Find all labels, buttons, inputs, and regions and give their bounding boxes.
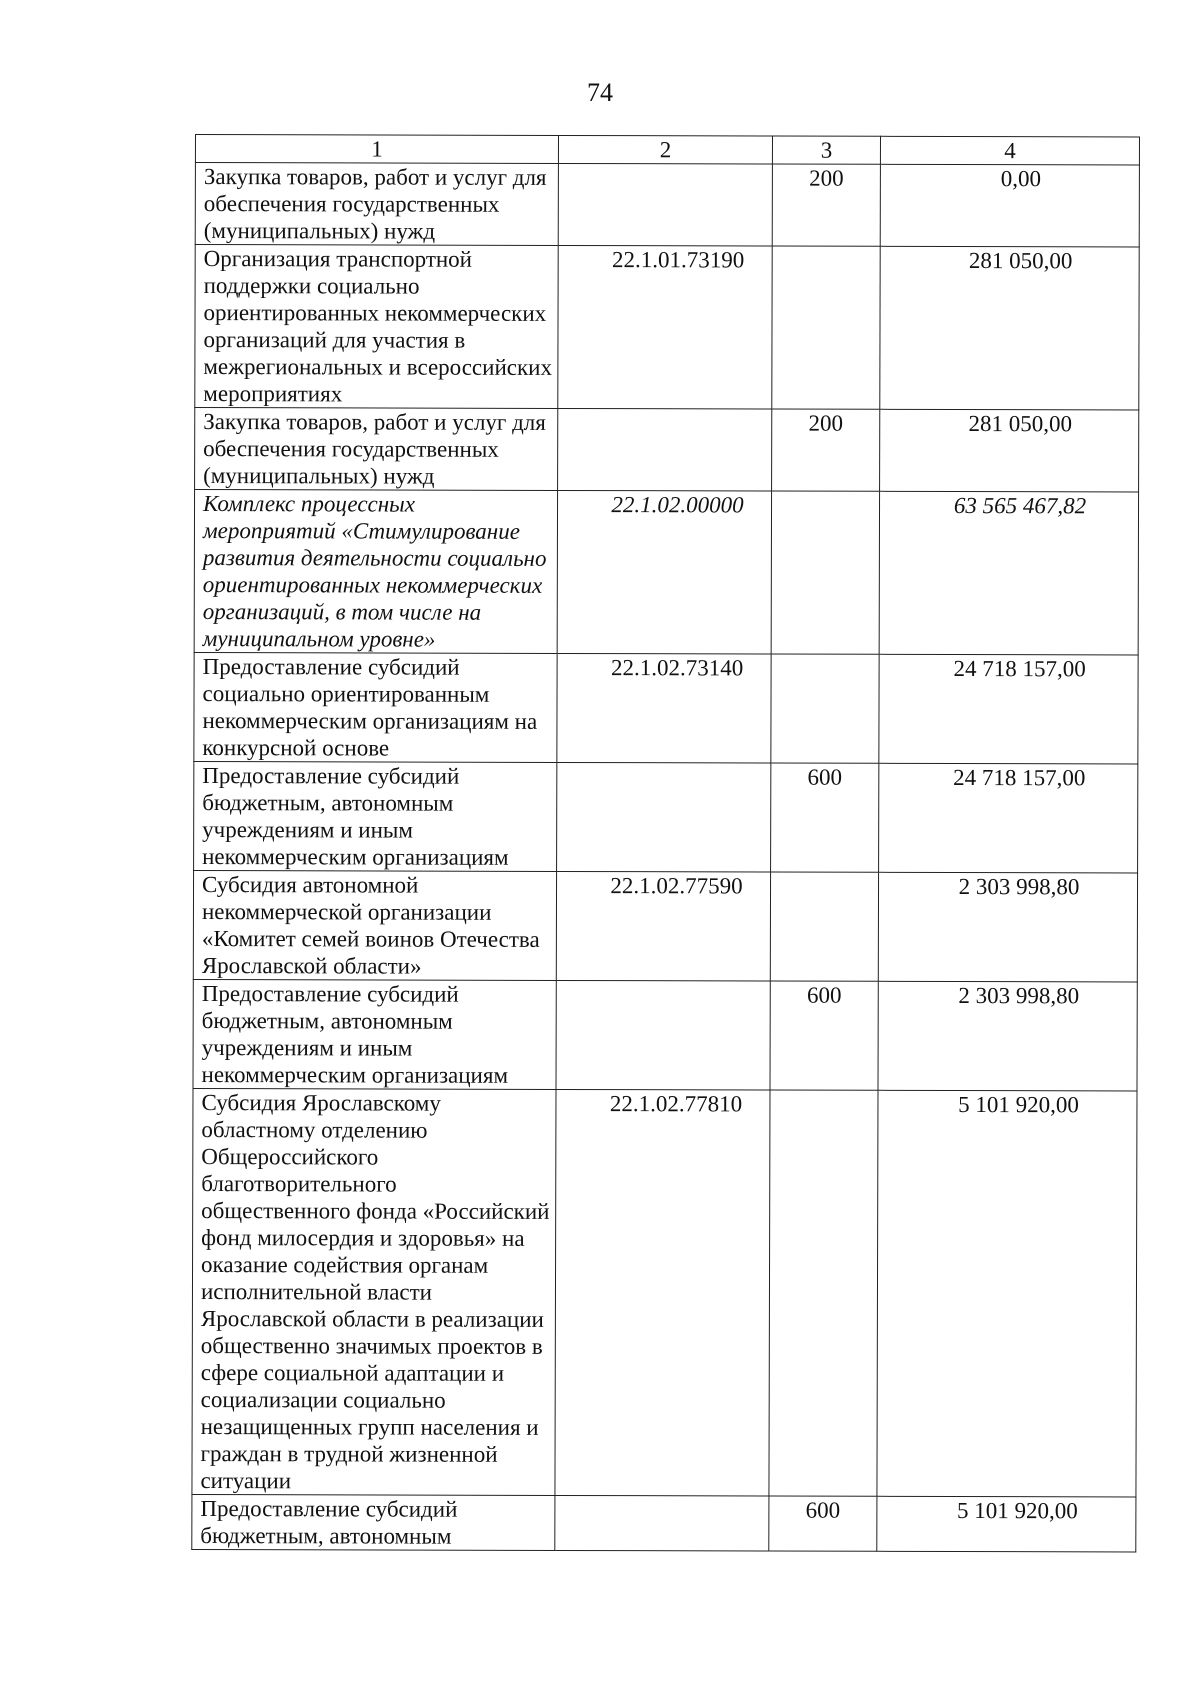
row-name-cell: Предоставление субсидий бюджетным, автономным учреждениям и иным некоммерческим организациям — [194, 761, 557, 871]
row-name-cell: Закупка товаров, работ и услуг для обеспечения государственных (муниципальных) нужд — [195, 408, 558, 491]
row-type-cell: 600 — [771, 763, 879, 872]
row-name-cell: Организация транспортной поддержки социально ориентированных некоммерческих организаций для участия в межрегиональных и всероссийских мероприятиях — [195, 245, 558, 409]
row-name-cell: Субсидия автономной некоммерческой организации «Комитет семей воинов Отечества Ярославской области» — [193, 870, 556, 980]
row-type-cell — [771, 491, 879, 654]
row-code-cell: 22.1.02.77590 — [556, 871, 770, 981]
row-type-cell: 600 — [769, 1496, 877, 1551]
row-amount-cell: 63 565 467,82 — [879, 491, 1138, 655]
table-row — [195, 408, 1139, 492]
table-row — [195, 245, 1139, 410]
row-name-cell: Предоставление субсидий бюджетным, автономным учреждениям и иным некоммерческим организациям — [193, 979, 556, 1089]
row-code-cell — [557, 762, 771, 872]
row-amount-cell: 5 101 920,00 — [877, 1090, 1137, 1497]
table-header-row — [195, 135, 1139, 165]
row-type-cell: 200 — [772, 409, 880, 491]
row-type-cell — [772, 246, 880, 409]
row-amount-cell: 5 101 920,00 — [877, 1496, 1136, 1552]
row-type-cell — [771, 654, 879, 763]
table-row — [194, 761, 1138, 872]
column-header-1: 1 — [195, 135, 558, 164]
row-amount-cell: 281 050,00 — [880, 246, 1139, 410]
table-row — [193, 870, 1137, 981]
row-type-cell — [770, 872, 878, 981]
row-name-cell: Предоставление субсидий бюджетным, автономным — [192, 1494, 555, 1550]
row-amount-cell: 2 303 998,80 — [878, 981, 1137, 1091]
table-row — [192, 1494, 1136, 1551]
column-header-4: 4 — [880, 136, 1139, 165]
row-name-cell: Комплекс процессных мероприятий «Стимулирование развития деятельности социально ориентированных некоммерческих организаций, в том числе на муниципальном уровне» — [194, 490, 557, 654]
row-code-cell — [558, 408, 772, 491]
table-row — [195, 163, 1139, 247]
column-header-2: 2 — [558, 135, 772, 164]
row-amount-cell: 0,00 — [880, 164, 1139, 247]
budget-table — [191, 134, 1140, 1552]
row-amount-cell: 24 718 157,00 — [879, 654, 1138, 764]
table-row — [194, 652, 1138, 763]
row-amount-cell: 2 303 998,80 — [878, 872, 1137, 982]
row-name-cell: Субсидия Ярославскому областному отделению Общероссийского благотворительного общественного фонда «Российский фонд милосердия и здоровья» на оказание содействия органам исполнительной власти Ярославской области в реализации общественно значимых проектов в сфере социальной адаптации и социализации социально незащищенных групп населения и граждан в трудной жизненной ситуации — [192, 1088, 556, 1495]
row-name-cell: Закупка товаров, работ и услуг для обеспечения государственных (муниципальных) нужд — [195, 163, 558, 246]
table-row — [192, 1088, 1137, 1496]
row-code-cell — [556, 980, 770, 1090]
row-code-cell: 22.1.02.77810 — [555, 1089, 770, 1496]
page-number: 74 — [587, 78, 613, 107]
row-amount-cell: 24 718 157,00 — [879, 763, 1138, 873]
row-code-cell: 22.1.02.73140 — [557, 653, 771, 763]
row-name-cell: Предоставление субсидий социально ориентированным некоммерческим организациям на конкурсной основе — [194, 652, 557, 762]
row-type-cell: 200 — [772, 164, 880, 246]
table-body — [192, 163, 1140, 1552]
row-code-cell: 22.1.02.00000 — [557, 490, 771, 654]
column-header-3: 3 — [772, 136, 880, 164]
row-amount-cell: 281 050,00 — [880, 409, 1139, 492]
table-row — [194, 490, 1138, 655]
row-type-cell — [769, 1090, 878, 1496]
row-code-cell — [558, 163, 772, 246]
table-row — [193, 979, 1137, 1090]
row-code-cell: 22.1.01.73190 — [558, 245, 772, 409]
row-code-cell — [555, 1495, 769, 1551]
row-type-cell: 600 — [770, 981, 878, 1090]
